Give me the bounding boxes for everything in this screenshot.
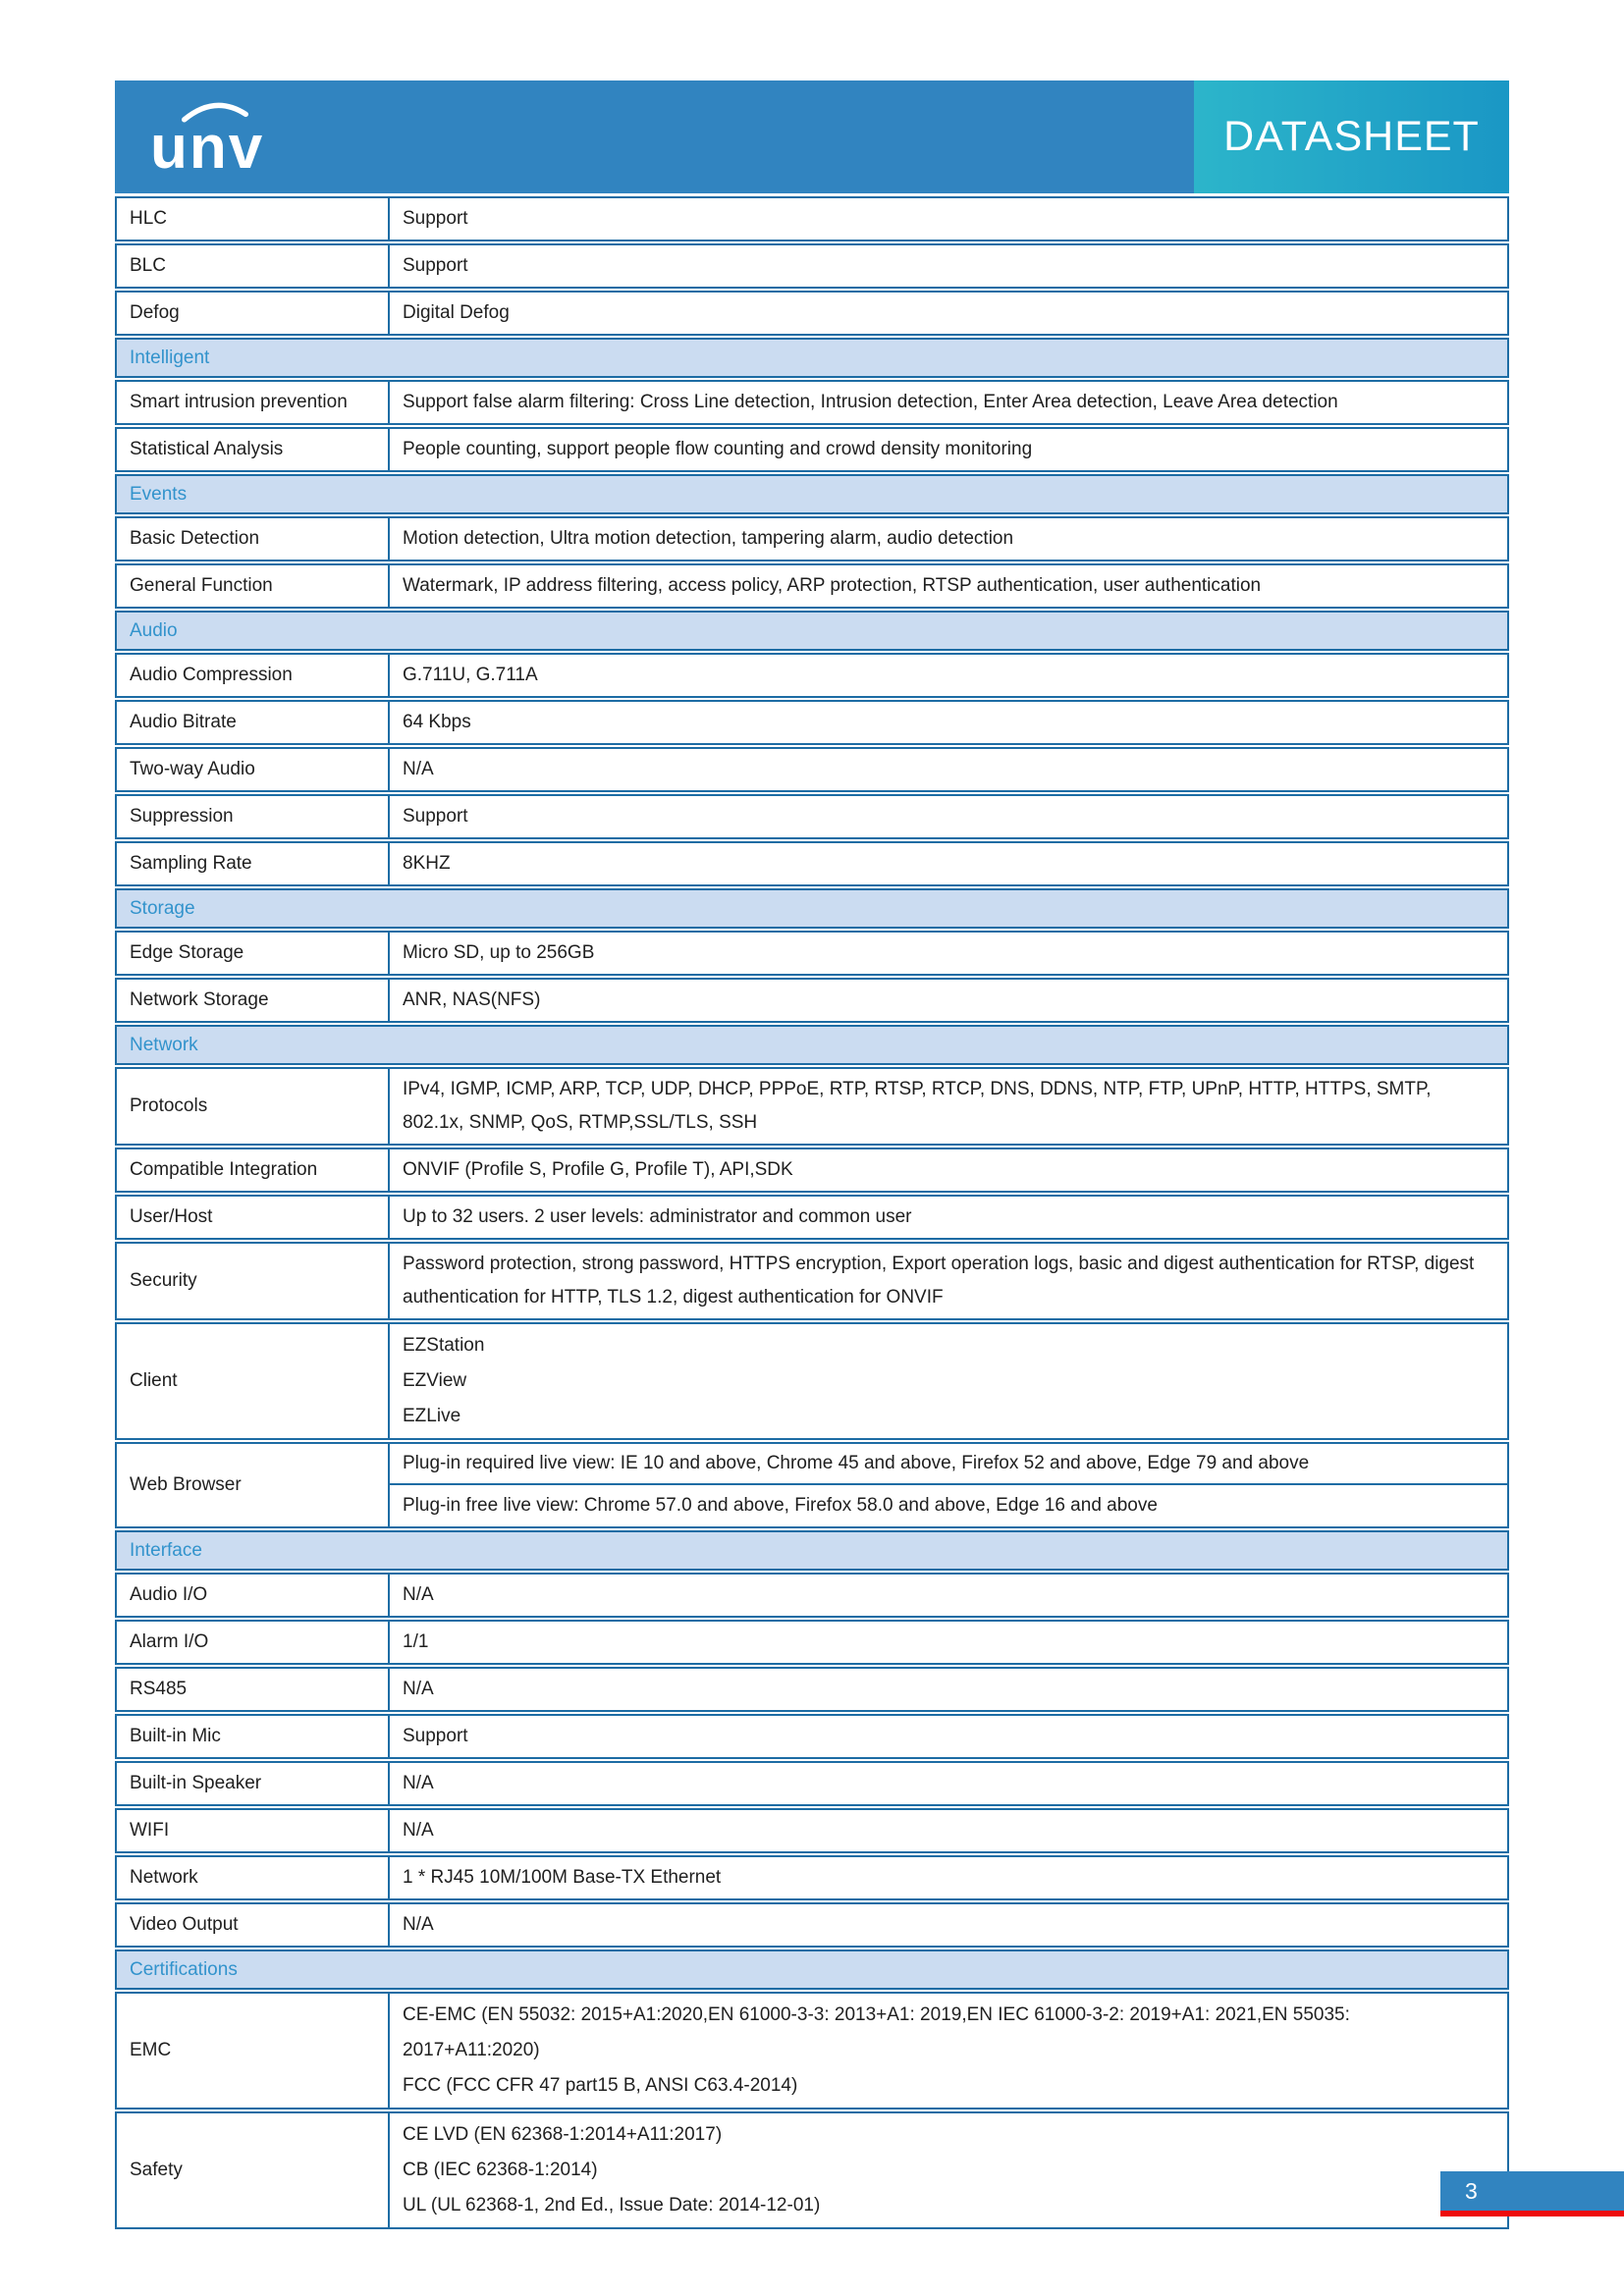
- spec-label-text: Network: [130, 1867, 198, 1888]
- spec-value-text: N/A: [403, 1679, 434, 1699]
- spec-value-line: [403, 1399, 1491, 1434]
- spec-label-wifi: [117, 1810, 390, 1851]
- spec-value-text: Motion detection, Ultra motion detection, tampering alarm, audio detection: [403, 528, 1014, 549]
- spec-value-text: Plug-in required live view: IE 10 and above, Chrome 45 and above, Firefox 52 and above, Edge 79 and above: [403, 1453, 1310, 1473]
- spec-label-protocols: [117, 1069, 390, 1144]
- spec-label-security: [117, 1244, 390, 1318]
- spec-label-built-in-mic: [117, 1716, 390, 1757]
- spec-value-blc: [390, 245, 1507, 287]
- spec-row-built-in-mic: [115, 1714, 1509, 1759]
- page-number-badge: [1440, 2171, 1624, 2211]
- spec-row-blc: [115, 243, 1509, 289]
- spec-value-text: Watermark, IP address filtering, access policy, ARP protection, RTSP authentication, user authentication: [403, 575, 1262, 596]
- spec-value-audio-i-o: [390, 1575, 1507, 1616]
- spec-value-network-storage: [390, 980, 1507, 1021]
- spec-row-wifi: [115, 1808, 1509, 1853]
- section-header-network: [115, 1025, 1509, 1065]
- spec-value-text: Support: [403, 208, 468, 229]
- spec-label-blc: [117, 245, 390, 287]
- spec-label-sampling-rate: [117, 843, 390, 884]
- unv-logo: [150, 114, 265, 182]
- spec-value-rs485: [390, 1669, 1507, 1710]
- spec-value-general-function: [390, 565, 1507, 607]
- logo-text: unv: [150, 114, 265, 182]
- section-label: Network: [130, 1034, 198, 1055]
- spec-label-edge-storage: [117, 933, 390, 974]
- spec-label-defog: [117, 293, 390, 334]
- spec-label-text: Basic Detection: [130, 528, 260, 549]
- spec-value-text: ANR, NAS(NFS): [403, 989, 541, 1010]
- spec-value-text: 64 Kbps: [403, 712, 471, 732]
- spec-value-text: N/A: [403, 1584, 434, 1605]
- spec-label-text: Alarm I/O: [130, 1631, 209, 1652]
- spec-label-text: EMC: [130, 2040, 172, 2060]
- spec-row-video-output: [115, 1902, 1509, 1948]
- spec-label-text: General Function: [130, 575, 273, 596]
- section-header-interface: [115, 1530, 1509, 1571]
- spec-label-web-browser: [117, 1444, 390, 1526]
- spec-value-audio-bitrate: [390, 702, 1507, 743]
- header-bar: [115, 80, 1509, 193]
- spec-value-text: IPv4, IGMP, ICMP, ARP, TCP, UDP, DHCP, PPPoE, RTP, RTSP, RTCP, DNS, DDNS, NTP, FTP, UPnP, HTTP, HTTPS, SMTP, 802.1x, SNMP, QoS, RTMP,SSL/TLS, SSH: [403, 1079, 1432, 1133]
- spec-value-user-host: [390, 1197, 1507, 1238]
- spec-label-text: Smart intrusion prevention: [130, 392, 348, 412]
- spec-value-text: EZStation: [403, 1335, 485, 1356]
- datasheet-badge: [1194, 80, 1509, 193]
- spec-value-sampling-rate: [390, 843, 1507, 884]
- spec-row-hlc: [115, 196, 1509, 241]
- spec-label-basic-detection: [117, 518, 390, 560]
- spec-label-text: BLC: [130, 255, 166, 276]
- spec-label-text: Built-in Speaker: [130, 1773, 262, 1793]
- spec-value-text: Support: [403, 255, 468, 276]
- spec-value-text: 8KHZ: [403, 853, 451, 874]
- spec-value-line: [403, 2117, 1491, 2153]
- spec-value-safety: [390, 2113, 1507, 2227]
- spec-row-general-function: [115, 563, 1509, 609]
- spec-value-edge-storage: [390, 933, 1507, 974]
- spec-value-text: 1/1: [403, 1631, 429, 1652]
- spec-label-audio-bitrate: [117, 702, 390, 743]
- spec-label-statistical-analysis: [117, 429, 390, 470]
- spec-value-line: [403, 2068, 1491, 2104]
- spec-value-text: N/A: [403, 759, 434, 779]
- spec-row-network: [115, 1855, 1509, 1900]
- spec-label-text: Safety: [130, 2160, 183, 2180]
- spec-value-protocols: [390, 1069, 1507, 1144]
- spec-label-audio-i-o: [117, 1575, 390, 1616]
- spec-row-edge-storage: [115, 931, 1509, 976]
- spec-subvalue-web-browser-1: [390, 1485, 1507, 1526]
- spec-subvalue-web-browser-0: [390, 1444, 1507, 1485]
- spec-row-alarm-i-o: [115, 1620, 1509, 1665]
- datasheet-title: DATASHEET: [1223, 113, 1480, 160]
- spec-value-text: Password protection, strong password, HTTPS encryption, Export operation logs, basic and digest authentication for RTSP, digest authentication for HTTP, TLS 1.2, digest authentication for ONVIF: [403, 1254, 1475, 1308]
- spec-value-text: People counting, support people flow counting and crowd density monitoring: [403, 439, 1033, 459]
- spec-label-text: Network Storage: [130, 989, 269, 1010]
- spec-value-text: Plug-in free live view: Chrome 57.0 and above, Firefox 58.0 and above, Edge 16 and above: [403, 1495, 1158, 1516]
- spec-label-text: Video Output: [130, 1914, 239, 1935]
- spec-label-video-output: [117, 1904, 390, 1946]
- spec-label-text: RS485: [130, 1679, 188, 1699]
- spec-value-text: Support: [403, 806, 468, 827]
- spec-label-network-storage: [117, 980, 390, 1021]
- page-number: 3: [1465, 2177, 1478, 2204]
- spec-value-text: Micro SD, up to 256GB: [403, 942, 595, 963]
- spec-value-alarm-i-o: [390, 1622, 1507, 1663]
- spec-row-audio-compression: [115, 653, 1509, 698]
- spec-value-statistical-analysis: [390, 429, 1507, 470]
- spec-value-audio-compression: [390, 655, 1507, 696]
- spec-value-smart-intrusion-prevention: [390, 382, 1507, 423]
- section-header-certifications: [115, 1949, 1509, 1990]
- spec-label-audio-compression: [117, 655, 390, 696]
- spec-value-text: G.711U, G.711A: [403, 665, 538, 685]
- spec-value-hlc: [390, 198, 1507, 240]
- spec-row-safety: [115, 2111, 1509, 2229]
- spec-row-smart-intrusion-prevention: [115, 380, 1509, 425]
- spec-label-text: Edge Storage: [130, 942, 244, 963]
- spec-value-text: Support: [403, 1726, 468, 1746]
- spec-label-client: [117, 1324, 390, 1438]
- spec-label-alarm-i-o: [117, 1622, 390, 1663]
- section-label: Events: [130, 483, 188, 505]
- spec-row-compatible-integration: [115, 1148, 1509, 1193]
- spec-label-rs485: [117, 1669, 390, 1710]
- spec-value-network: [390, 1857, 1507, 1898]
- section-label: Interface: [130, 1539, 202, 1561]
- spec-label-smart-intrusion-prevention: [117, 382, 390, 423]
- spec-value-text: N/A: [403, 1773, 434, 1793]
- spec-value-text: N/A: [403, 1820, 434, 1841]
- spec-value-text: CE LVD (EN 62368-1:2014+A11:2017): [403, 2124, 723, 2145]
- spec-label-text: Suppression: [130, 806, 234, 827]
- spec-value-text: UL (UL 62368-1, 2nd Ed., Issue Date: 2014-12-01): [403, 2195, 821, 2216]
- spec-row-audio-bitrate: [115, 700, 1509, 745]
- section-label: Intelligent: [130, 347, 210, 368]
- spec-row-web-browser: [115, 1442, 1509, 1528]
- spec-label-text: Audio Bitrate: [130, 712, 237, 732]
- spec-value-web-browser: [390, 1444, 1507, 1526]
- spec-label-text: Sampling Rate: [130, 853, 252, 874]
- spec-label-text: Web Browser: [130, 1474, 242, 1495]
- spec-value-built-in-mic: [390, 1716, 1507, 1757]
- spec-value-text: EZLive: [403, 1406, 461, 1426]
- spec-label-hlc: [117, 198, 390, 240]
- spec-value-text: Support false alarm filtering: Cross Line detection, Intrusion detection, Enter Area detection, Leave Area detection: [403, 392, 1338, 412]
- spec-label-text: Client: [130, 1370, 178, 1391]
- spec-row-suppression: [115, 794, 1509, 839]
- spec-value-suppression: [390, 796, 1507, 837]
- spec-label-general-function: [117, 565, 390, 607]
- spec-label-user-host: [117, 1197, 390, 1238]
- spec-row-sampling-rate: [115, 841, 1509, 886]
- spec-label-text: Audio Compression: [130, 665, 293, 685]
- spec-row-two-way-audio: [115, 747, 1509, 792]
- spec-value-text: Up to 32 users. 2 user levels: administrator and common user: [403, 1206, 912, 1227]
- spec-row-network-storage: [115, 978, 1509, 1023]
- spec-row-user-host: [115, 1195, 1509, 1240]
- spec-value-line: [403, 2153, 1491, 2188]
- spec-value-text: EZView: [403, 1370, 467, 1391]
- spec-label-text: HLC: [130, 208, 168, 229]
- spec-label-network: [117, 1857, 390, 1898]
- spec-label-text: User/Host: [130, 1206, 213, 1227]
- spec-label-two-way-audio: [117, 749, 390, 790]
- spec-row-rs485: [115, 1667, 1509, 1712]
- spec-value-line: [403, 1363, 1491, 1399]
- spec-row-emc: [115, 1992, 1509, 2109]
- spec-value-emc: [390, 1994, 1507, 2108]
- spec-value-text: CB (IEC 62368-1:2014): [403, 2160, 598, 2180]
- spec-label-emc: [117, 1994, 390, 2108]
- spec-row-security: [115, 1242, 1509, 1320]
- spec-value-video-output: [390, 1904, 1507, 1946]
- spec-value-text: ONVIF (Profile S, Profile G, Profile T), API,SDK: [403, 1159, 793, 1180]
- section-header-events: [115, 474, 1509, 514]
- section-label: Certifications: [130, 1958, 238, 1980]
- spec-value-compatible-integration: [390, 1149, 1507, 1191]
- section-label: Storage: [130, 897, 195, 919]
- spec-value-text: Digital Defog: [403, 302, 510, 323]
- spec-table: [115, 196, 1509, 2231]
- spec-value-line: [403, 2188, 1491, 2223]
- section-header-intelligent: [115, 338, 1509, 378]
- page-number-underline: [1440, 2211, 1624, 2216]
- section-header-storage: [115, 888, 1509, 929]
- spec-value-basic-detection: [390, 518, 1507, 560]
- spec-value-text: CE-EMC (EN 55032: 2015+A1:2020,EN 61000-3-3: 2013+A1: 2019,EN IEC 61000-3-2: 2019+A1: 2021,EN 55035: 2017+A11:2020): [403, 2004, 1350, 2060]
- spec-row-audio-i-o: [115, 1573, 1509, 1618]
- spec-label-text: Security: [130, 1270, 197, 1291]
- spec-value-text: N/A: [403, 1914, 434, 1935]
- spec-label-text: Two-way Audio: [130, 759, 255, 779]
- spec-label-text: Audio I/O: [130, 1584, 208, 1605]
- spec-row-protocols: [115, 1067, 1509, 1146]
- spec-value-text: 1 * RJ45 10M/100M Base-TX Ethernet: [403, 1867, 722, 1888]
- spec-value-built-in-speaker: [390, 1763, 1507, 1804]
- spec-row-basic-detection: [115, 516, 1509, 561]
- spec-value-defog: [390, 293, 1507, 334]
- spec-label-text: Defog: [130, 302, 180, 323]
- spec-label-text: Compatible Integration: [130, 1159, 318, 1180]
- section-header-audio: [115, 611, 1509, 651]
- spec-label-built-in-speaker: [117, 1763, 390, 1804]
- spec-value-line: [403, 1328, 1491, 1363]
- spec-row-client: [115, 1322, 1509, 1440]
- spec-value-text: FCC (FCC CFR 47 part15 B, ANSI C63.4-2014): [403, 2075, 798, 2096]
- spec-label-text: Protocols: [130, 1095, 208, 1116]
- spec-label-suppression: [117, 796, 390, 837]
- spec-label-compatible-integration: [117, 1149, 390, 1191]
- spec-value-line: [403, 1998, 1491, 2068]
- spec-value-wifi: [390, 1810, 1507, 1851]
- spec-label-safety: [117, 2113, 390, 2227]
- spec-label-text: WIFI: [130, 1820, 170, 1841]
- spec-row-defog: [115, 291, 1509, 336]
- logo-arc-icon: [182, 98, 248, 124]
- section-label: Audio: [130, 619, 178, 641]
- spec-value-security: [390, 1244, 1507, 1318]
- spec-value-client: [390, 1324, 1507, 1438]
- spec-row-statistical-analysis: [115, 427, 1509, 472]
- spec-row-built-in-speaker: [115, 1761, 1509, 1806]
- spec-label-text: Built-in Mic: [130, 1726, 221, 1746]
- spec-label-text: Statistical Analysis: [130, 439, 284, 459]
- spec-value-two-way-audio: [390, 749, 1507, 790]
